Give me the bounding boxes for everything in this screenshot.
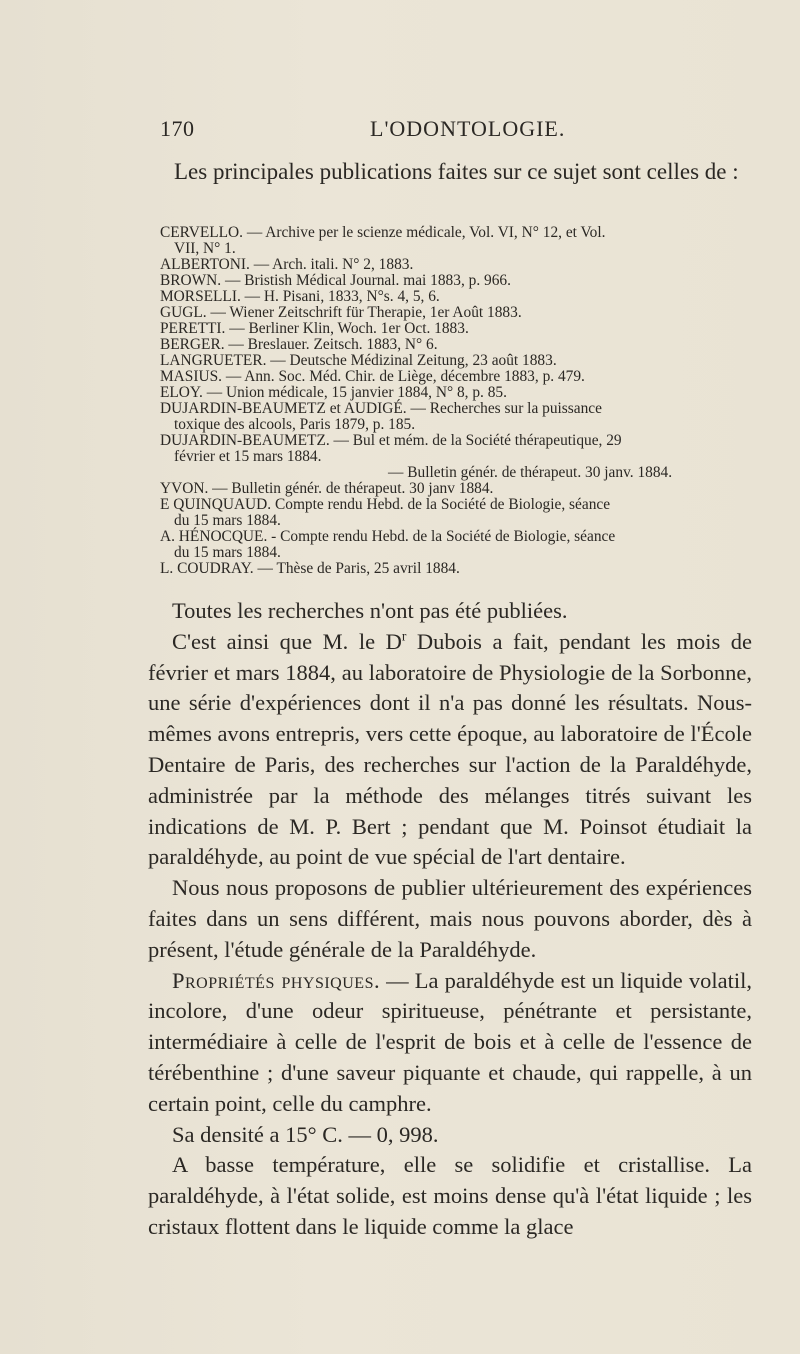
reference-entry [160,369,756,385]
reference-line: toxique des alcools, Paris 1879, p. 185. [174,416,416,433]
reference-line: DUJARDIN-BEAUMETZ et AUDIGÉ. — Recherches sur la puissance [160,400,602,417]
reference-line: BERGER. — Breslauer. Zeitsch. 1883, N° 6. [160,336,438,353]
reference-line: ELOY. — Union médicale, 15 janvier 1884, N° 8, p. 85. [160,384,507,401]
reference-entry [160,385,756,401]
reference-entry [160,225,756,257]
reference-line: — Bulletin génér. de thérapeut. 30 janv. 1884. [388,464,673,481]
reference-line: L. COUDRAY. — Thèse de Paris, 25 avril 1884. [160,560,460,577]
reference-entry [160,337,756,353]
intro-sentence: Les principales publications faites sur ce sujet sont celles de : [174,159,739,184]
reference-line: CERVELLO. — Archive per le scienze médicale, Vol. VI, N° 12, et Vol. [160,224,606,241]
section-label: Propriétés physiques. [172,967,381,993]
text-run: — La paraldéhyde est un liquide volatil, incolore, d'une odeur spiritueuse, pénétrante et persistante, intermédiaire à celle de l'esprit de bois et à celle de l'essence de térébenthine ; d'une saveur piquante et chaude, qui rappelle, à un certain point, celle du camphre. [148,967,752,1116]
running-title: L'ODONTOLOGIE. [370,116,566,141]
reference-line: ALBERTONI. — Arch. itali. N° 2, 1883. [160,256,414,273]
paragraph [148,966,752,1120]
reference-line: YVON. — Bulletin génér. de thérapeut. 30 janv 1884. [160,480,494,497]
reference-line: E QUINQUAUD. Compte rendu Hebd. de la Société de Biologie, séance [160,496,611,513]
reference-line: DUJARDIN-BEAUMETZ. — Bul et mém. de la Société thérapeutique, 29 [160,432,622,449]
paragraph [148,627,752,873]
reference-line: février et 15 mars 1884. [174,448,322,465]
text-run: C'est ainsi que M. le D [172,628,402,654]
reference-entry [160,497,756,529]
reference-line: MASIUS. — Ann. Soc. Méd. Chir. de Liège, décembre 1883, p. 479. [160,368,585,385]
reference-entry [160,433,756,465]
reference-entry [160,401,756,433]
reference-entry [160,529,756,561]
reference-line: PERETTI. — Berliner Klin, Woch. 1er Oct. 1883. [160,320,469,337]
reference-entry [160,273,756,289]
body-text [148,596,752,1243]
reference-entry [160,321,756,337]
page-number: 170 [160,116,195,141]
paragraph: A basse température, elle se solidifie et cristallise. La paraldéhyde, à l'état solide, est moins dense qu'à l'état liquide ; les cristaux flottent dans le liquide comme la glace [148,1152,752,1239]
reference-entry [160,465,756,481]
reference-entry [160,353,756,369]
paragraph: Sa densité a 15° C. — 0, 998. [172,1121,439,1147]
reference-entry [160,561,756,577]
reference-line: BROWN. — Bristish Médical Journal. mai 1883, p. 966. [160,272,511,289]
reference-entry [160,257,756,273]
reference-line: VII, N° 1. [174,240,236,257]
superscript: r [401,628,407,644]
text-run: Dubois a fait, pendant les mois de février et mars 1884, au laboratoire de Physiologie de la Sorbonne, une série d'expériences dont il n'a pas donné les résultats. Nous-mêmes avons entrepris, vers cette époque, au laboratoire de l'École Dentaire de Paris, des recherches sur l'action de la Paraldéhyde, administrée par la méthode des mélanges titrés suivant les indications de M. P. Bert ; pendant que M. Poinsot étudiait la paraldéhyde, au point de vue spécial de l'art dentaire. [148,628,752,870]
reference-line: LANGRUETER. — Deutsche Médizinal Zeitung, 23 août 1883. [160,352,557,369]
reference-entry [160,481,756,497]
paragraph: Toutes les recherches n'ont pas été publiées. [172,598,568,623]
reference-list [160,225,756,577]
reference-line: MORSELLI. — H. Pisani, 1833, N°s. 4, 5, 6. [160,288,440,305]
reference-entry [160,289,756,305]
reference-line: GUGL. — Wiener Zeitschrift für Therapie, 1er Août 1883. [160,304,522,321]
paragraph: Nous nous proposons de publier ultérieurement des expériences faites dans un sens différent, mais nous pouvons aborder, dès à présent, l'étude générale de la Paraldéhyde. [148,875,752,962]
reference-line: du 15 mars 1884. [174,512,281,529]
reference-entry [160,305,756,321]
reference-line: du 15 mars 1884. [174,544,281,561]
reference-line: A. HÉNOCQUE. - Compte rendu Hebd. de la Société de Biologie, séance [160,528,616,545]
